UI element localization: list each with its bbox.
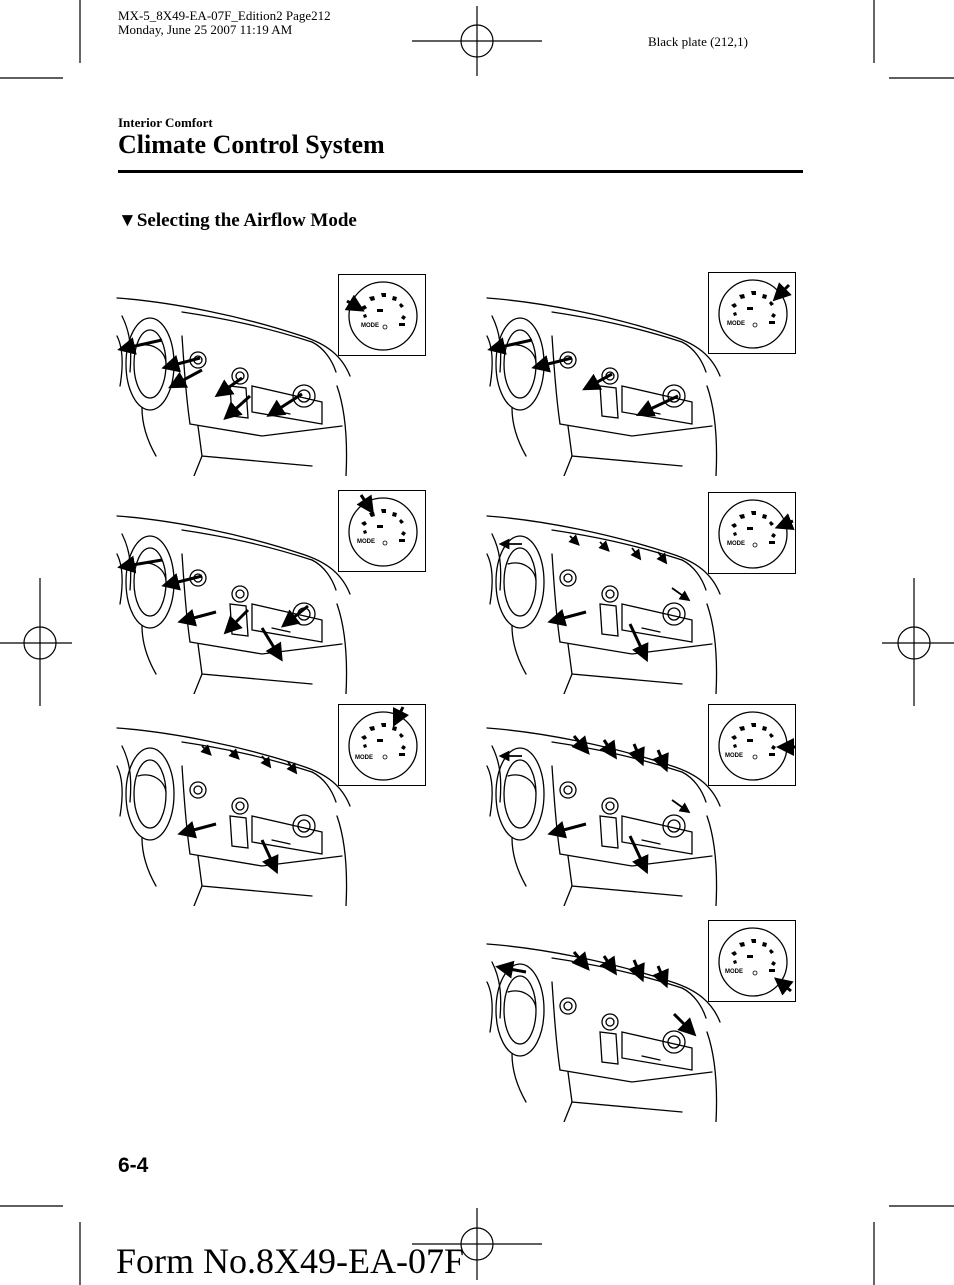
mode-label: MODE [725,753,743,759]
mode-dial-bi-level [708,272,796,354]
page-number: 6-4 [118,1154,149,1177]
figure-bi-level [482,270,800,476]
section-label: Interior Comfort [118,115,213,130]
figure-floor-defrost [482,488,800,694]
mode-dial-floor [338,490,426,572]
figure-floor-defrost-lower [112,700,430,906]
title-rule [118,170,803,173]
print-date-line: Monday, June 25 2007 11:19 AM [118,22,293,37]
mode-label: MODE [357,539,375,545]
subheading [118,210,357,232]
mode-dial-floor-defrost [708,492,796,574]
form-number: Form No.8X49-EA-07F [116,1241,464,1281]
page-title: Climate Control System [118,130,385,159]
mode-dial-floor-defrost-lower [338,704,426,786]
figure-defrost [482,916,800,1122]
figure-floor-defrost-alt [482,700,800,906]
mode-label: MODE [725,969,743,975]
mode-dial-floor-defrost-alt [708,704,796,786]
mode-dial-panel [338,274,426,356]
print-job-line: MX-5_8X49-EA-07F_Edition2 Page212 [118,8,331,23]
figure-floor [112,488,430,694]
subheading-text: Selecting the Airflow Mode [136,210,357,231]
mode-label: MODE [355,755,373,761]
subheading-marker: ▼ [118,210,137,231]
mode-label: MODE [361,323,379,329]
mode-label: MODE [727,321,745,327]
plate-label: Black plate (212,1) [648,34,748,49]
mode-dial-defrost [708,920,796,1002]
figure-panel-vent [112,270,430,476]
mode-label: MODE [727,541,745,547]
